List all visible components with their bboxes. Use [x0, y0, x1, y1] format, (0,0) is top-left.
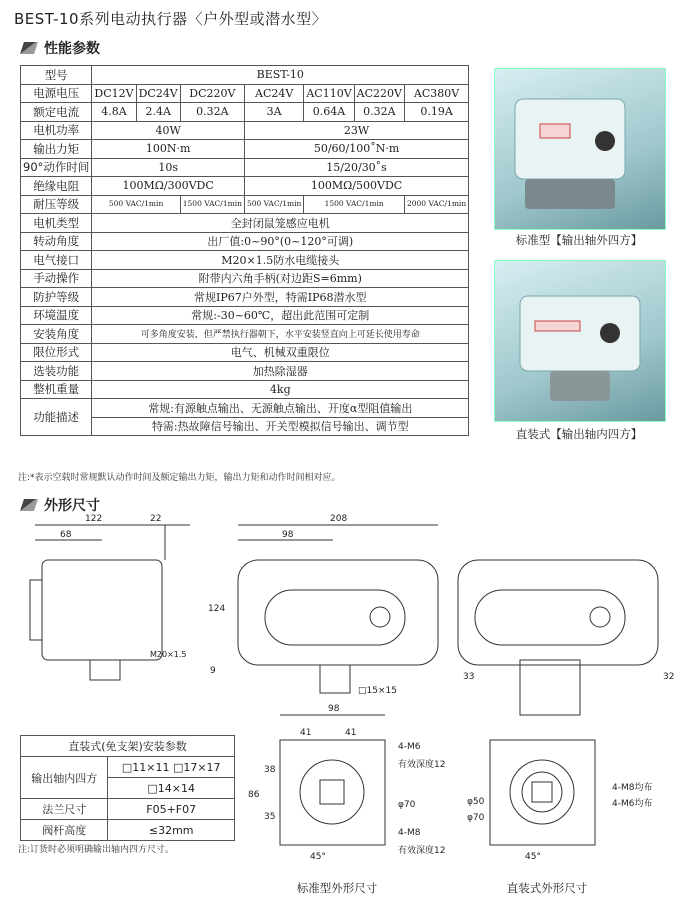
actuator-illustration [495, 69, 665, 229]
table-row [21, 177, 469, 196]
cell-motor: 全封闭鼠笼感应电机 [92, 214, 469, 233]
table-row [21, 799, 235, 820]
direct-view-drawing [458, 560, 658, 715]
section-params-header [22, 38, 100, 58]
cell-angle: 出厂值:0~90°(0~120°可调) [92, 232, 469, 251]
row-label: 输出力矩 [21, 140, 92, 159]
product-photo-standard [494, 68, 666, 230]
table-row [21, 195, 469, 214]
row-label: 电气接口 [21, 251, 92, 270]
row-label: 90°动作时间 [21, 158, 92, 177]
front-view-drawing [238, 525, 438, 693]
note-order: 注:订货时必须明确输出轴内四方尺寸。 [18, 845, 175, 855]
cell-current: 0.32A [180, 103, 244, 122]
drawing-caption-direct: 直装式外形尺寸 [506, 881, 588, 895]
row-label: 防护等级 [21, 288, 92, 307]
table-row [21, 232, 469, 251]
cell-power: 40W [92, 121, 245, 140]
cell-weight: 4kg [92, 380, 469, 399]
table-row [21, 140, 469, 159]
table-row [21, 269, 469, 288]
row-label: 限位形式 [21, 343, 92, 362]
dim-label: 4-M8均布 [612, 783, 653, 793]
cell-voltage: AC24V [244, 84, 303, 103]
dim-label: 32 [663, 672, 675, 682]
table-row [21, 399, 469, 418]
cell-torque: 50/60/100˚N·m [244, 140, 468, 159]
cell-current: 0.32A [354, 103, 404, 122]
cell-model: BEST-10 [92, 66, 469, 85]
row-label: 转动角度 [21, 232, 92, 251]
table-row [21, 362, 469, 381]
cell-time: 10s [92, 158, 245, 177]
row-label: 型号 [21, 66, 92, 85]
dim-label: 45° [310, 852, 326, 862]
cell-withstand: 500 VAC/1min [244, 195, 303, 214]
row-label: 电机功率 [21, 121, 92, 140]
mount-table [20, 735, 235, 841]
dim-label: φ70 [398, 800, 416, 810]
dim-label: 208 [330, 514, 348, 524]
cell-voltage: AC380V [404, 84, 468, 103]
cell-electrical: M20×1.5防水电缆接头 [92, 251, 469, 270]
cell-torque: 100N·m [92, 140, 245, 159]
dim-label: 86 [248, 790, 260, 800]
drawing-caption-standard: 标准型外形尺寸 [296, 881, 378, 895]
row-label: 整机重量 [21, 380, 92, 399]
cell-voltage: AC110V [304, 84, 354, 103]
row-label: 额定电流 [21, 103, 92, 122]
cell-current: 2.4A [136, 103, 180, 122]
section-marker-icon [20, 42, 38, 54]
table-row [21, 380, 469, 399]
table-row [21, 158, 469, 177]
table-row [21, 757, 235, 778]
cell-withstand: 500 VAC/1min [92, 195, 180, 214]
cell-environment: 常规:-30~60℃，超出此范围可定制 [92, 306, 469, 325]
table-row [21, 288, 469, 307]
row-label: 手动操作 [21, 269, 92, 288]
table-row [21, 343, 469, 362]
table-row [21, 103, 469, 122]
dim-label: 35 [264, 812, 276, 822]
dim-label: 98 [282, 530, 294, 540]
cell-function: 特需:热故障信号输出、开关型模拟信号输出、调节型 [92, 417, 469, 436]
table-row [21, 325, 469, 344]
dim-label: 4-M8 [398, 828, 421, 838]
row-label: 电源电压 [21, 84, 92, 103]
dim-label: 22 [150, 514, 162, 524]
mount-header: 直装式(免支架)安装参数 [21, 736, 235, 757]
cell-limit: 电气、机械双重限位 [92, 343, 469, 362]
cell-shaft: □11×11 □17×17 [108, 757, 235, 778]
row-label: 耐压等级 [21, 195, 92, 214]
dim-label: □15×15 [358, 686, 397, 696]
photo-caption-direct: 直装式【输出轴内四方】 [515, 427, 643, 441]
dim-label: 有效深度12 [398, 760, 446, 770]
photo-caption-standard: 标准型【输出轴外四方】 [515, 233, 643, 247]
cell-flange: F05+F07 [108, 799, 235, 820]
page-title: BEST-10系列电动执行器〈户外型或潜水型〉 [14, 10, 328, 28]
table-row [21, 214, 469, 233]
cell-current: 4.8A [92, 103, 136, 122]
product-photo-direct [494, 260, 666, 422]
dim-label: 98 [328, 704, 340, 714]
cell-insulation: 100MΩ/500VDC [244, 177, 468, 196]
cell-voltage: AC220V [354, 84, 404, 103]
table-row [21, 66, 469, 85]
dim-label: 4-M6均布 [612, 799, 653, 809]
row-label: 电机类型 [21, 214, 92, 233]
cell-voltage: DC220V [180, 84, 244, 103]
section-dims-title: 外形尺寸 [44, 498, 100, 514]
dimension-drawings [0, 510, 680, 921]
cell-withstand: 1500 VAC/1min [180, 195, 244, 214]
dim-label: φ50 [467, 797, 485, 807]
cell-withstand: 2000 VAC/1min [404, 195, 468, 214]
row-label: 环境温度 [21, 306, 92, 325]
table-row [21, 736, 235, 757]
spec-table [20, 65, 469, 436]
cell-power: 23W [244, 121, 468, 140]
cell-insulation: 100MΩ/300VDC [92, 177, 245, 196]
dim-label: 45° [525, 852, 541, 862]
dim-label: 38 [264, 765, 276, 775]
dim-label: 68 [60, 530, 72, 540]
dim-label: 有效深度12 [398, 846, 446, 856]
cell-option: 加热除湿器 [92, 362, 469, 381]
table-row [21, 251, 469, 270]
dim-label: M20×1.5 [150, 650, 187, 659]
cell-install: 可多角度安装，但严禁执行器朝下，水平安装竖直向上可延长使用寿命 [92, 325, 469, 344]
row-label: 阀杆高度 [21, 820, 108, 841]
standard-flange-drawing [280, 715, 385, 845]
cell-function: 常规:有源触点输出、无源触点输出、开度α型阻值输出 [92, 399, 469, 418]
cell-protection: 常规IP67户外型，特需IP68潜水型 [92, 288, 469, 307]
dim-label: φ70 [467, 813, 485, 823]
dim-label: 33 [463, 672, 475, 682]
row-label: 输出轴内四方 [21, 757, 108, 799]
row-label: 安装角度 [21, 325, 92, 344]
direct-flange-drawing [490, 740, 595, 845]
cell-stem: ≤32mm [108, 820, 235, 841]
row-label: 法兰尺寸 [21, 799, 108, 820]
table-row [21, 84, 469, 103]
dim-label: 9 [210, 666, 216, 676]
row-label: 功能描述 [21, 399, 92, 436]
dim-label: 41 [345, 728, 357, 738]
cell-voltage: DC24V [136, 84, 180, 103]
cell-current: 3A [244, 103, 303, 122]
table-row [21, 121, 469, 140]
cell-shaft: □14×14 [108, 778, 235, 799]
dim-label: 122 [85, 514, 103, 524]
table-row [21, 820, 235, 841]
cell-current: 0.19A [404, 103, 468, 122]
note-torque: 注:*表示空载时常规默认动作时间及额定输出力矩，输出力矩和动作时间相对应。 [18, 473, 341, 483]
actuator-illustration [495, 261, 665, 421]
dim-label: 41 [300, 728, 312, 738]
section-params-title: 性能参数 [44, 41, 100, 57]
cell-current: 0.64A [304, 103, 354, 122]
dim-label: 124 [208, 604, 226, 614]
cell-voltage: DC12V [92, 84, 136, 103]
cell-withstand: 1500 VAC/1min [304, 195, 405, 214]
dim-label: 4-M6 [398, 742, 421, 752]
table-row [21, 306, 469, 325]
cell-time: 15/20/30˚s [244, 158, 468, 177]
row-label: 选装功能 [21, 362, 92, 381]
cell-manual: 附带内六角手柄(对边距S=6mm) [92, 269, 469, 288]
row-label: 绝缘电阻 [21, 177, 92, 196]
